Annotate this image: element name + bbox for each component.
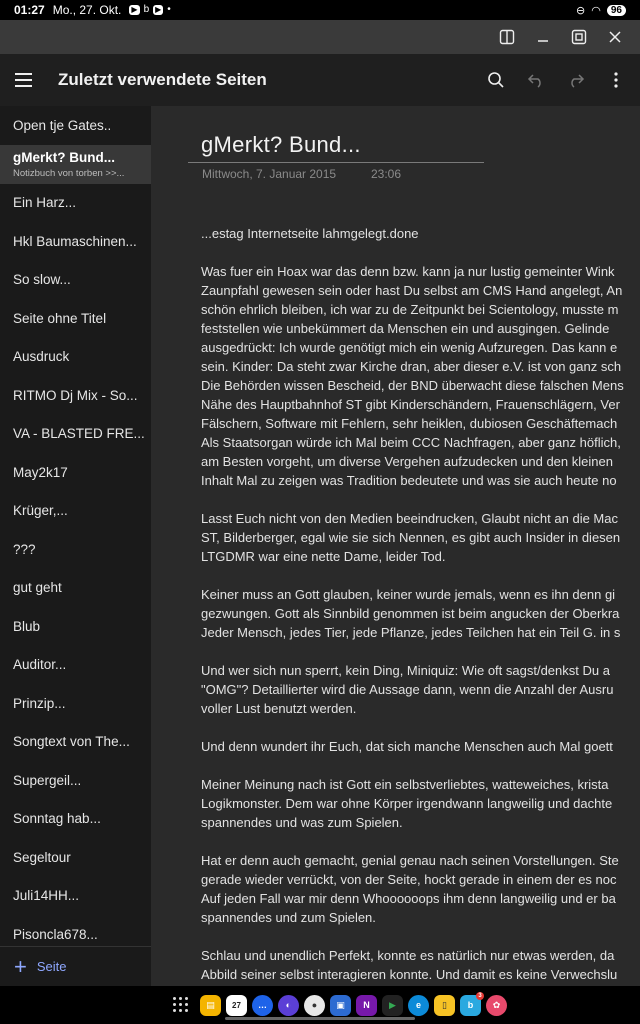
undo-icon <box>527 71 545 89</box>
note-time: 23:06 <box>371 167 402 181</box>
note-line: Und denn wundert ihr Euch, dat sich manche Menschen auch Mal goett <box>201 739 613 754</box>
sidebar-page-label: Hkl Baumaschinen... <box>13 233 137 249</box>
note-line: ST, Bilderberger, egal wie sie sich Nennen, es gibt auch Insider in diesen <box>201 530 621 545</box>
sidebar-page-item[interactable] <box>0 453 151 492</box>
note-line: schön ehrlich bleiben, ich war zu de Zeitpunkt bei Scientology, musste m <box>201 302 619 317</box>
search-button[interactable] <box>478 62 514 98</box>
sidebar-page-label: May2k17 <box>13 464 68 480</box>
sidebar-page-item[interactable] <box>0 184 151 223</box>
note-line: Jeder Mensch, jedes Tier, jede Pflanze, jedes Teilchen hat ein Teil G. in s <box>201 625 621 640</box>
note-paragraph <box>201 946 640 986</box>
note-line: Auf jeden Fall war mir denn Whoooooops ihm denn langweilig und er ba <box>201 891 616 906</box>
redo-icon <box>567 71 585 89</box>
popup-view-icon <box>571 29 587 45</box>
sidebar-page-label: Auditor... <box>13 657 67 673</box>
youtube-notification-icon-2: ▶ <box>155 5 162 14</box>
minimize-icon <box>535 29 551 45</box>
sidebar-page-label: Blub <box>13 618 41 634</box>
note-line: Abbild seiner selbst interagieren konnte. Und damit es keine Verwechslu <box>201 967 618 982</box>
sidebar-page-item[interactable] <box>0 877 151 916</box>
note-paragraph <box>201 851 640 927</box>
sidebar-page-label: Juli14HH... <box>13 888 80 904</box>
sidebar-page-item[interactable] <box>0 569 151 608</box>
status-bar <box>0 0 640 20</box>
note-line: Keiner muss an Gott glauben, keiner wurde jemals, wenn es ihn denn gi <box>201 587 616 602</box>
note-line: Als Staatsorgan würde ich Mal beim CCC Nachfragen, aber ganz höflich, <box>201 435 621 450</box>
popup-view-button[interactable] <box>564 22 594 52</box>
note-line: gerade wieder verrückt, von der Seite, hockt gerade in einem der es noc <box>201 872 617 887</box>
title-underline <box>188 162 484 163</box>
split-view-button[interactable] <box>492 22 522 52</box>
sidebar-page-label: Ausdruck <box>13 349 70 365</box>
messages-app-icon[interactable]: … <box>252 995 273 1016</box>
note-line: Und wer sich nun sperrt, kein Ding, Miniquiz: Wie oft sagst/denkst Du a <box>201 663 610 678</box>
status-date: Mo., 27. Okt. <box>52 3 122 17</box>
dnd-icon: ⊖ <box>576 4 586 17</box>
youtube-notification-icon: ▶ <box>131 5 138 14</box>
sidebar-page-label: VA - BLASTED FRE... <box>13 426 145 442</box>
minimize-button[interactable] <box>528 22 558 52</box>
sidebar-page-item[interactable] <box>0 492 151 531</box>
undo-button[interactable] <box>518 62 554 98</box>
sidebar-page-label: Krüger,... <box>13 503 68 519</box>
sidebar-page-label: Supergeil... <box>13 772 82 788</box>
sidebar-page-item[interactable] <box>0 261 151 300</box>
bing-notification-icon: b <box>143 4 150 15</box>
note-line: voller Lust benutzt werden. <box>201 701 357 716</box>
sidebar-page-label: Ein Harz... <box>13 195 77 211</box>
sidebar-page-label: Prinzip... <box>13 695 66 711</box>
sidebar-page-item[interactable] <box>0 838 151 877</box>
sidebar-page-item[interactable] <box>0 646 151 685</box>
notification-badge: 3 <box>476 992 484 1000</box>
note-date: Mittwoch, 7. Januar 2015 <box>202 167 337 181</box>
home-indicator[interactable] <box>225 1017 415 1020</box>
note-title[interactable]: gMerkt? Bund... <box>201 132 361 157</box>
sidebar-page-item[interactable] <box>0 800 151 839</box>
sidebar-page-label: So slow... <box>13 272 71 288</box>
note-body[interactable] <box>201 224 640 986</box>
note-paragraph <box>201 775 640 832</box>
dot-icon: • <box>167 4 171 15</box>
sidebar-page-item[interactable] <box>0 761 151 800</box>
note-line: Fälschern, Software mit Fehlern, sehr heiklen, dubiosen Geschäftemach <box>201 416 618 431</box>
note-line: sein. Kinder: Da steht zwar Kirche dran, aber dieser e.V. ist von ganz sch <box>201 359 622 374</box>
note-paragraph <box>201 224 640 243</box>
menu-icon <box>15 73 32 75</box>
storage-app-icon[interactable]: ▣ <box>330 995 351 1016</box>
sidebar-page-label: gMerkt? Bund... <box>13 149 115 165</box>
sidebar-page-label: Open tje Gates.. <box>13 117 112 133</box>
photos-app-icon[interactable]: ✿ <box>486 995 507 1016</box>
status-time: 01:27 <box>14 3 45 17</box>
note-line: "OMG"? Detaillierter wird die Aussage dann, wenn die Anzahl der Ausru <box>201 682 614 697</box>
note-line: Lasst Euch nicht von den Medien beeindrucken, Glaubt nicht an die Mac <box>201 511 618 526</box>
wifi-icon: ◠ <box>591 4 601 17</box>
note-line: spannendes und was zum Spielen. <box>201 815 403 830</box>
note-line: ausgedrückt: Ich wurde genötigt mich ein wenig Aufzuregen. Das kann e <box>201 340 618 355</box>
note-line: Schlau und unendlich Perfekt, konnte es natürlich nur etwas werden, da <box>201 948 615 963</box>
note-canvas[interactable] <box>151 106 640 986</box>
notes-app-icon[interactable]: ▯ <box>434 995 455 1016</box>
camera-app-icon[interactable]: ● <box>304 995 325 1016</box>
note-paragraph <box>201 737 640 756</box>
sidebar-page-label: RITMO Dj Mix - So... <box>13 387 138 403</box>
note-line: Die Behörden wissen Bescheid, der BND überwacht diese falschen Mens <box>201 378 624 393</box>
notification-icons <box>129 5 170 15</box>
sidebar-page-label: gut geht <box>13 580 62 596</box>
sidebar-page-label: Segeltour <box>13 849 71 865</box>
note-paragraph <box>201 585 640 642</box>
sidebar-page-item[interactable] <box>0 723 151 762</box>
note-paragraph <box>201 661 640 718</box>
sidebar-page-item[interactable] <box>0 145 151 184</box>
note-line: am Besten vorgeht, um diverse Vergehen aufzudecken und den kleinen <box>201 454 613 469</box>
note-line: spannendes und zum Spielen. <box>201 910 376 925</box>
page-title: Zuletzt verwendete Seiten <box>58 70 267 89</box>
note-line: gezwungen. Gott als Sinnbild genommen ist beim angucken der Oberkra <box>201 606 620 621</box>
close-window-button[interactable] <box>600 22 630 52</box>
sidebar-page-item[interactable] <box>0 530 151 569</box>
sidebar-page-item[interactable] <box>0 222 151 261</box>
note-line: feststellen wie unbekümmert da Menschen ein und ausgingen. Gelinde <box>201 321 610 336</box>
edge-app-icon[interactable]: e <box>408 995 429 1016</box>
bing-app-icon[interactable]: b 3 <box>460 995 481 1016</box>
sidebar-page-label: Pisoncla678... <box>13 926 98 942</box>
battery-indicator: 96 <box>607 5 626 16</box>
note-line: ...estag Internetseite lahmgelegt.done <box>201 226 419 241</box>
note-line: Meiner Meinung nach ist Gott ein selbstverliebtes, watteweiches, krista <box>201 777 609 792</box>
more-vertical-icon <box>613 71 619 89</box>
redo-button[interactable] <box>558 62 594 98</box>
sidebar-page-item[interactable] <box>0 376 151 415</box>
calendar-app-icon[interactable]: 27 <box>226 995 247 1016</box>
note-paragraph <box>201 262 640 490</box>
sidebar-page-label: Seite ohne Titel <box>13 310 107 326</box>
note-line: Logikmonster. Dem war ohne Körper irgendwann langweilig und dachte <box>201 796 613 811</box>
play-store-app-icon[interactable]: ▶ <box>382 995 403 1016</box>
recent-pages-sidebar <box>0 106 151 986</box>
sidebar-page-label: Sonntag hab... <box>13 811 101 827</box>
note-line: Inhalt Mal zu zeigen was Tradition bedeutete und was sie auch heute no <box>201 473 617 488</box>
menu-button[interactable] <box>0 54 46 106</box>
browser-app-icon[interactable]: ◐ <box>278 995 299 1016</box>
window-title-bar <box>0 20 640 54</box>
note-line: Hat er denn auch gemacht, genial genau nach seinen Vorstellungen. Ste <box>201 853 619 868</box>
files-app-icon[interactable]: ▤ <box>200 995 221 1016</box>
more-options-button[interactable] <box>598 62 634 98</box>
split-view-icon <box>499 29 515 45</box>
note-line: Was fuer ein Hoax war das denn bzw. kann ja nur lustig gemeinter Wink <box>201 264 615 279</box>
sidebar-page-item[interactable] <box>0 299 151 338</box>
sidebar-page-item[interactable] <box>0 338 151 377</box>
sidebar-page-item[interactable] <box>0 106 151 145</box>
sidebar-page-item[interactable] <box>0 415 151 454</box>
add-page-label: Seite <box>36 959 67 974</box>
recent-pages-list <box>0 106 151 954</box>
sidebar-page-item[interactable] <box>0 684 151 723</box>
add-page-button[interactable] <box>0 946 151 986</box>
note-line: LTGDMR war eine nette Dame, leider Tod. <box>201 549 446 564</box>
onenote-app-icon[interactable]: N <box>356 995 377 1016</box>
search-icon <box>487 71 505 89</box>
sidebar-page-label: Songtext von The... <box>13 734 130 750</box>
sidebar-page-label: ??? <box>13 541 36 557</box>
note-line: Nähe des Hauptbahnhof ST gibt Kinderschändern, Frauenschlägern, Ver <box>201 397 620 412</box>
note-paragraph <box>201 509 640 566</box>
sidebar-page-notebook: Notizbuch von torben >>... <box>13 167 125 179</box>
plus-icon: + <box>14 953 27 979</box>
note-line: Zaunpfahl gewesen sein oder hast Du selbst am CMS Hand angelegt, An <box>201 283 623 298</box>
close-icon <box>607 29 623 45</box>
app-drawer-icon[interactable] <box>173 997 189 1013</box>
sidebar-page-item[interactable] <box>0 607 151 646</box>
app-header <box>0 54 640 106</box>
